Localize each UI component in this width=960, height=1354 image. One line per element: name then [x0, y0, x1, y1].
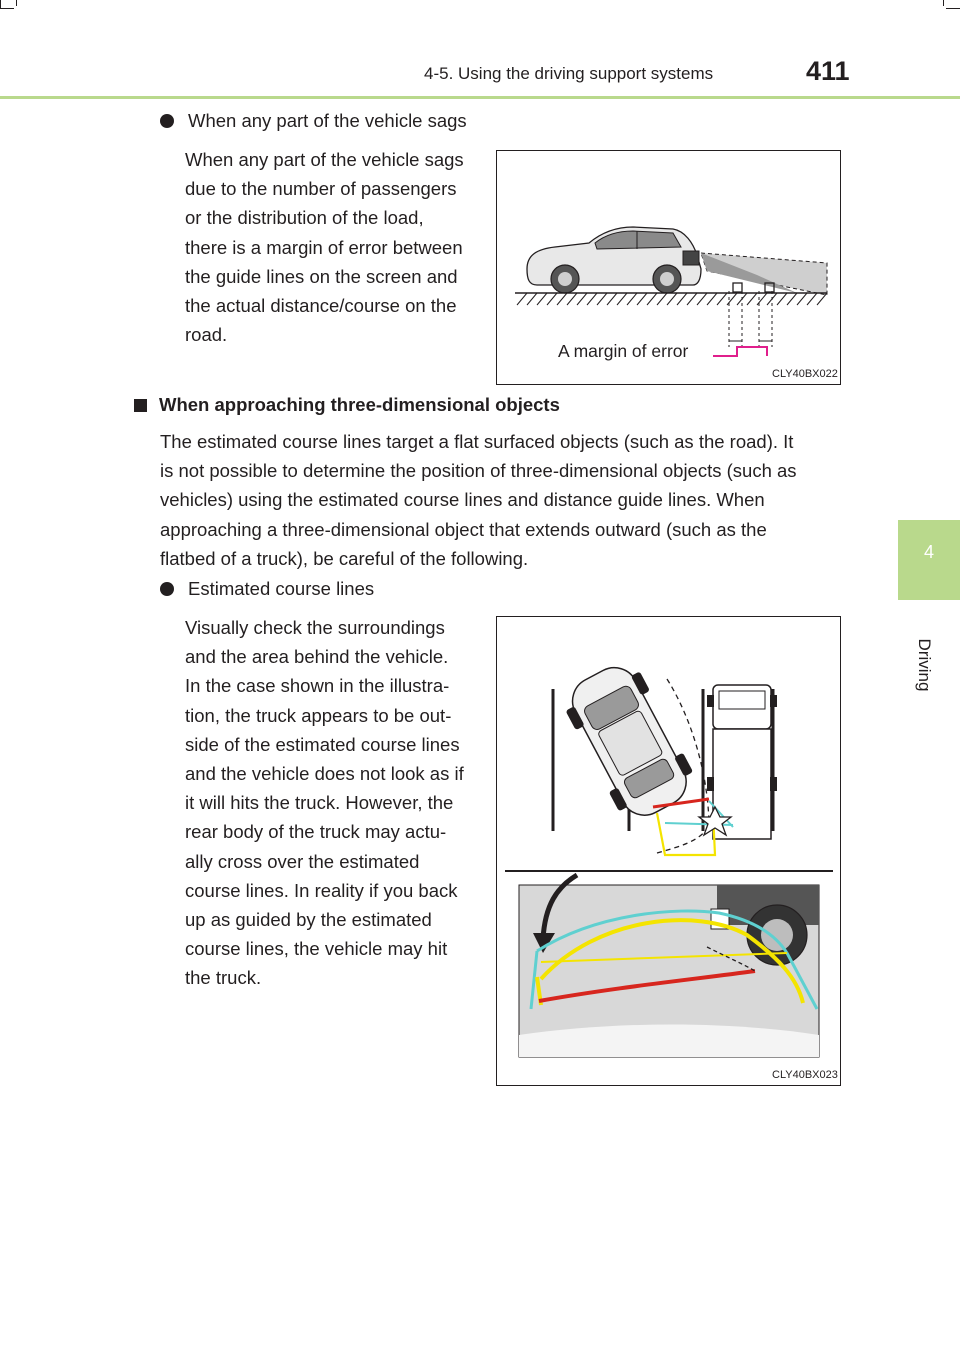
- three-d-line: approaching a three-dimensional object that extends outward (such as the: [160, 518, 767, 540]
- course-line: and the area behind the vehicle.: [185, 646, 449, 668]
- three-d-line: The estimated course lines target a flat surfaced objects (such as the road). It: [160, 431, 794, 452]
- crop-mark: [16, 0, 17, 6]
- sag-bullet: [160, 110, 467, 132]
- course-line: course lines. In reality if you back: [185, 879, 458, 901]
- crop-mark: [0, 0, 1, 8]
- course-line-last: the truck.: [185, 967, 262, 989]
- page-number: 411: [806, 56, 850, 86]
- figure-code: CLY40BX023: [772, 1069, 838, 1081]
- course-line: side of the estimated course lines: [185, 733, 460, 755]
- course-line: tion, the truck appears to be out-: [185, 704, 452, 726]
- chapter-number: 4: [923, 542, 934, 562]
- three-d-line: vehicles) using the estimated course lines and distance guide lines. When: [160, 489, 765, 511]
- error-guides: [729, 291, 772, 347]
- three-d-line: is not possible to determine the position of three-dimensional objects (such as: [160, 460, 797, 482]
- marker-box: [733, 283, 742, 292]
- sag-line: there is a margin of error between: [185, 236, 463, 258]
- course-illustration: [497, 617, 839, 1084]
- course-bullet-text: Estimated course lines: [188, 578, 375, 599]
- course-line: course lines, the vehicle may hit: [185, 938, 448, 960]
- course-line: In the case shown in the illustra-: [185, 675, 450, 697]
- section-heading: [134, 394, 560, 416]
- bullet-dot-icon: [160, 114, 174, 128]
- bullet-dot-icon: [160, 582, 174, 596]
- sag-figure: [496, 150, 841, 385]
- sag-line: due to the number of passengers: [185, 178, 457, 200]
- chapter-tab: [898, 520, 960, 600]
- ground-hatch: [517, 293, 827, 305]
- course-line: up as guided by the estimated: [185, 909, 432, 931]
- sag-line: the guide lines on the screen and: [185, 265, 458, 287]
- car-top-icon: [557, 655, 702, 827]
- header-rule: [0, 96, 960, 99]
- square-bullet-icon: [134, 399, 147, 412]
- course-paragraph: [185, 613, 478, 993]
- course-line: it will hits the truck. However, the: [185, 792, 454, 814]
- course-figure: [496, 616, 841, 1086]
- crop-mark: [943, 0, 944, 6]
- sag-bullet-text: When any part of the vehicle sags: [188, 110, 467, 131]
- sag-line: the actual distance/course on the: [185, 295, 457, 317]
- margin-of-error-label: A margin of error: [558, 341, 689, 361]
- error-bracket: [713, 347, 767, 356]
- course-line: and the vehicle does not look as if: [185, 763, 464, 785]
- course-line: Visually check the surroundings: [185, 617, 445, 638]
- three-d-paragraph: [160, 427, 835, 573]
- section-title: 4-5. Using the driving support systems: [424, 64, 714, 83]
- course-bullet: [160, 578, 374, 600]
- course-line: ally cross over the estimated: [185, 850, 420, 872]
- camera-screen: [519, 875, 819, 1057]
- figure-code: CLY40BX022: [772, 368, 838, 380]
- sag-line-last: road.: [185, 324, 228, 346]
- crop-mark: [0, 8, 14, 9]
- three-d-line-last: flatbed of a truck), be careful of the following.: [160, 547, 529, 569]
- sag-line: or the distribution of the load,: [185, 207, 424, 229]
- car-icon: [527, 227, 701, 293]
- sag-line: When any part of the vehicle sags: [185, 149, 464, 170]
- course-line: rear body of the truck may actu-: [185, 821, 447, 843]
- sag-paragraph: [185, 145, 478, 349]
- heading-text: When approaching three-dimensional objects: [159, 394, 560, 415]
- crop-mark: [946, 8, 960, 9]
- chapter-label: Driving: [915, 638, 934, 692]
